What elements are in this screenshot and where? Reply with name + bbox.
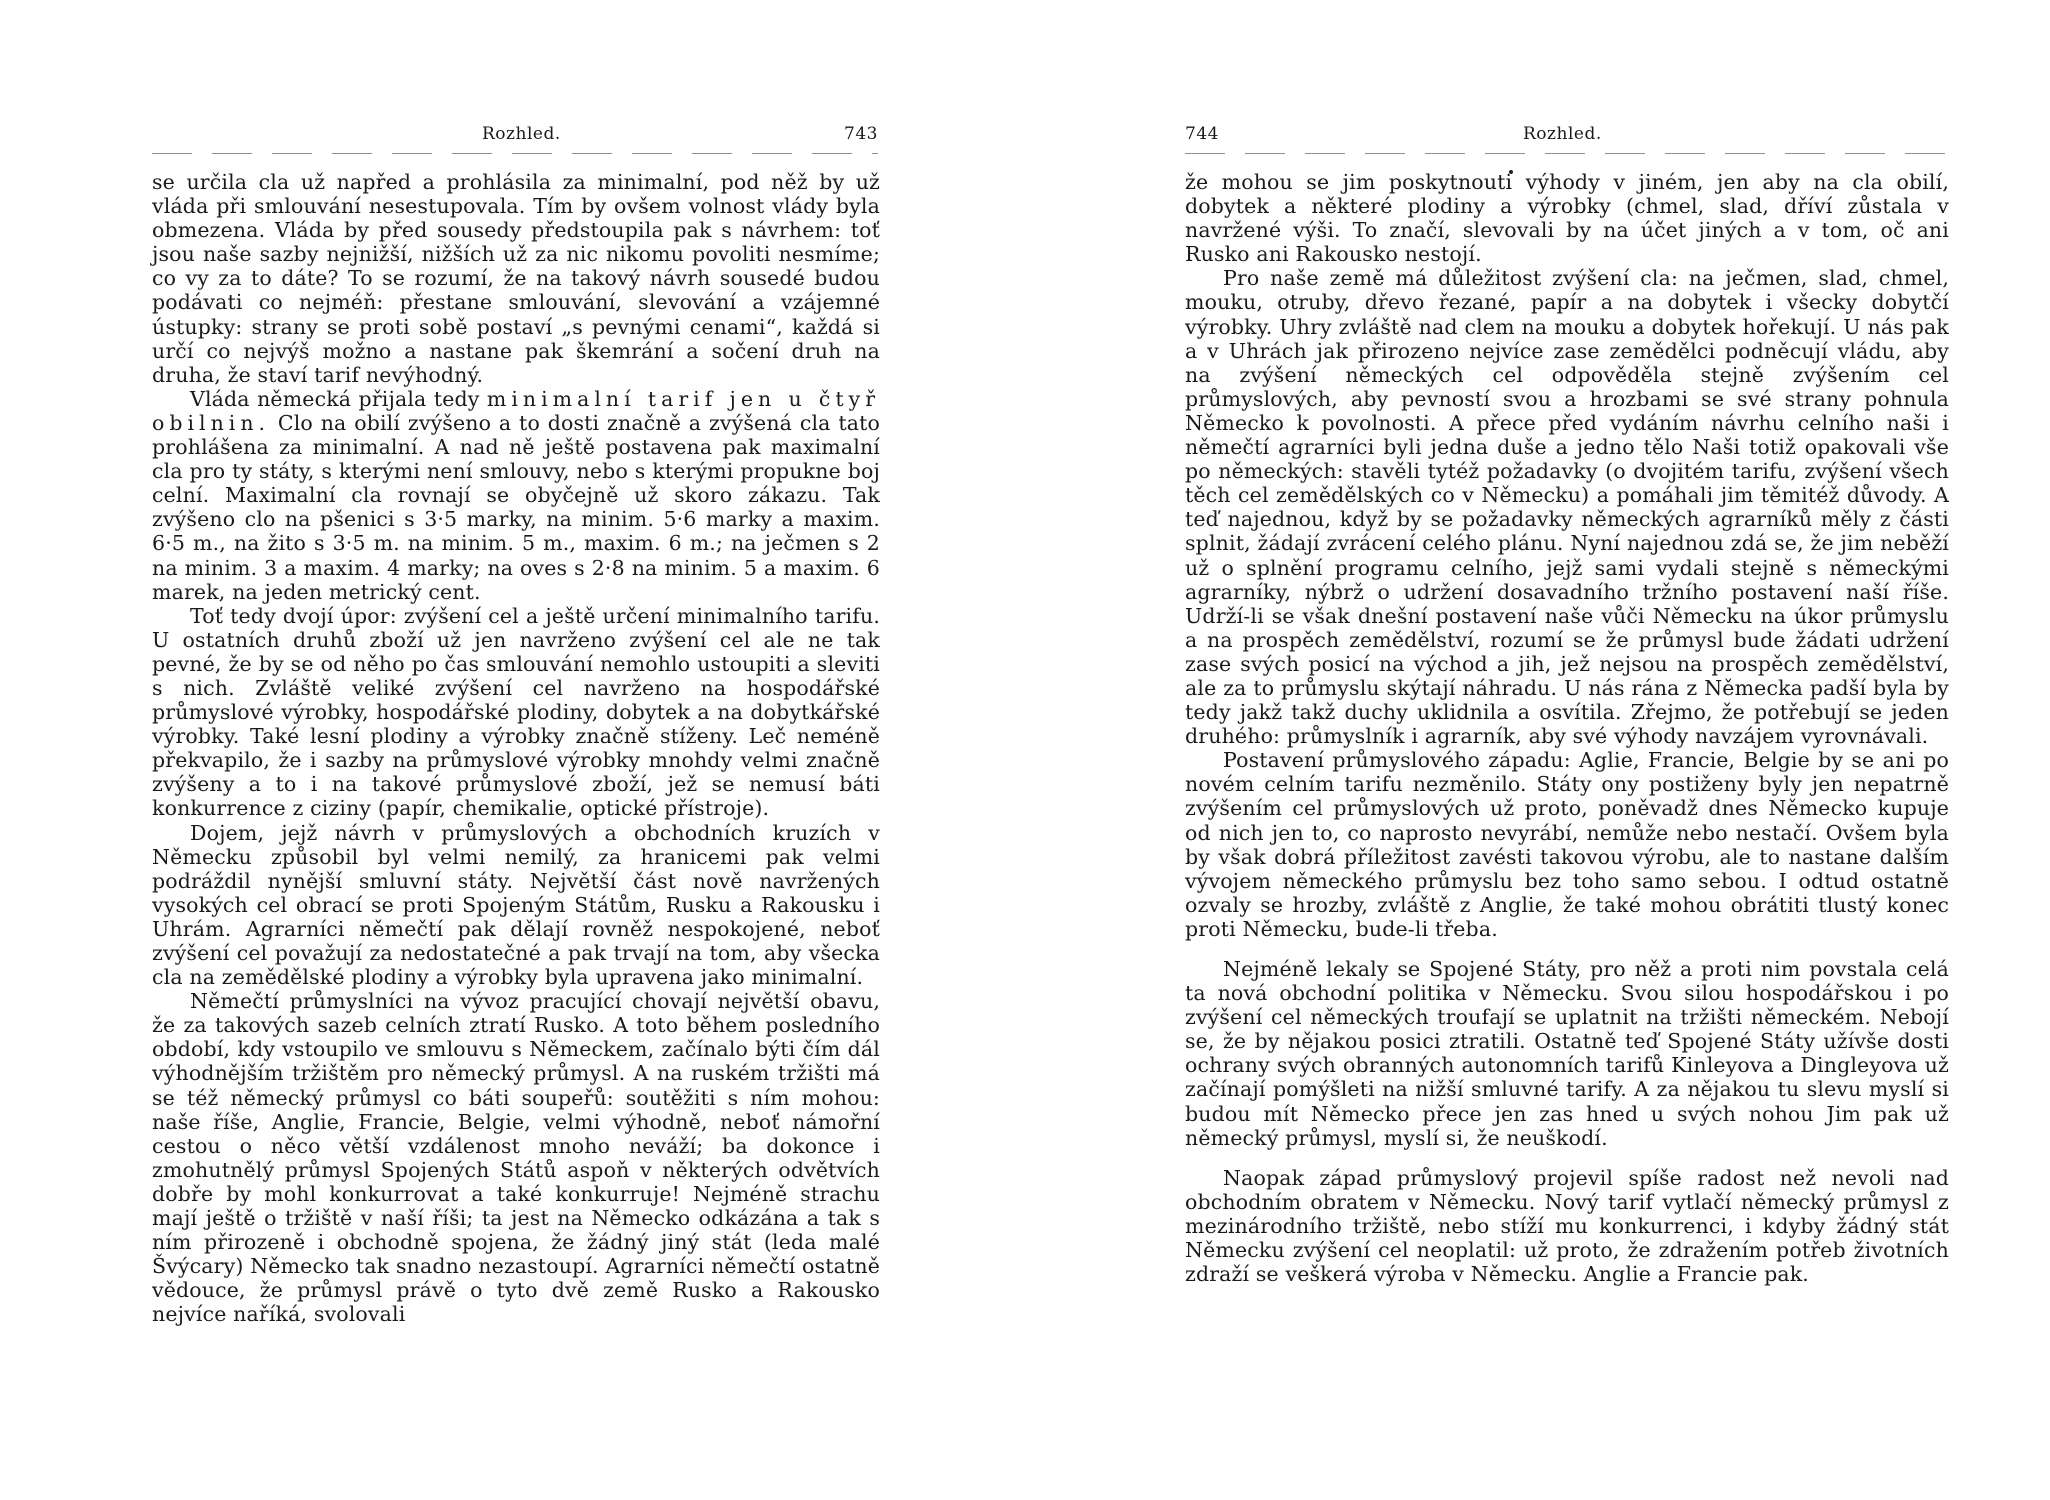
paragraph-lead: Vláda německá přijala tedy — [190, 386, 480, 411]
paragraph: Toť tedy dvojí úpor: zvýšení cel a ještě určení minimalního tarifu. U ostatních druhů zboží už jen navrženo zvýšení cel ale ne tak pevné, že by se od něho po čas smlouvání nemohlo ustoupiti a sleviti s nich. Zvláště veliké zvýšení cel navrženo na hospodářské průmyslové výrobky, hospodářské plodiny, dobytek a na dobytkářské výrobky. Také lesní plodiny a výrobky značně stíženy. Leč neméně překvapilo, že i sazby na průmyslové výrobky mnohdy velmi značně zvýšeny a to i na takové průmyslové zboží, jež se nemusí báti konkurrence z ciziny (papír, chemikalie, optické přístroje). — [152, 603, 880, 821]
header-rule — [152, 153, 878, 154]
right-page — [1025, 0, 2050, 1500]
paragraph-rest: Clo na obilí zvýšeno a to dosti značně a zvýšená cla tato prohlášena za minimalní. A nad ně ještě postavena pak maximalní cla pro ty státy, s kterými není smlouvy, nebo s kterými propukne boj celní. Maximalní cla rovnají se obyčejně už skoro zákazu. Tak zvýšeno clo na pšenici s 3·5 marky, na minim. 5·6 marky a maxim. 6·5 m., na žito s 3·5 m. na minim. 5 m., maxim. 6 m.; na ječmen s 2 na minim. 3 a maxim. 4 marky; na oves s 2·8 na minim. 5 a maxim. 6 marek, na jeden metrický cent. — [152, 410, 880, 604]
paragraph: Dojem, jejž návrh v průmyslových a obchodních kruzích v Německu způsobil byl velmi nemilý, za hranicemi pak velmi podráždil nynější smluvní státy. Největší část nově navržených vysokých cel obrací se proti Spojeným Státům, Rusku a Rakousku i Uhrám. Agrarníci němečtí pak dělají rovněž nespokojené, neboť zvýšení cel považují za nedostatečné a pak trvají na tom, aby všecka cla na zemědělské plodiny a výrobky byla upravena jako minimalní. — [152, 820, 880, 990]
header-rule — [1185, 153, 1947, 154]
right-page-header — [1185, 124, 1947, 154]
paragraph: Postavení průmyslového západu: Aglie, Francie, Belgie by se ani po novém celním tarifu nezměnilo. Státy ony postiženy byly jen nepatrně zvýšením cel průmyslových už proto, poněvadž dnes Německo kupuje od nich jen to, co naprosto nevyrábí, nemůže nebo nestačí. Ovšem byla by však dobrá příležitost zavésti takovou výrobu, ale to nastane dalším vývojem německého průmyslu bez toho samo sebou. I odtud ostatně ozvaly se hrozby, zvláště z Anglie, že také mohou obrátiti tlustý konec proti Německu, bude-li třeba. — [1185, 748, 1949, 941]
left-page-body — [152, 170, 880, 1327]
paragraph: že mohou se jim poskytnouti výhody v jiném, jen aby na cla obilí, dobytek a některé plodiny a výrobky (chmel, slad, dříví zůstala v navržené výši. To značí, slevovali by na účet jiných a v tom, oč ani Rusko ani Rakousko nestojí. — [1185, 170, 1949, 267]
left-page-header — [152, 124, 878, 154]
paragraph: se určila cla už napřed a prohlásila za minimalní, pod něž by už vláda při smlouvání nesestupovala. Tím by ovšem volnost vlády byla obmezena. Vláda by před sousedy předstoupila pak s návrhem: toť jsou naše sazby nejnižší, nižších už za nic nikomu povoliti nesmíme; co vy za to dáte? To se rozumí, že na takový návrh sousedé budou podávati co nejméň: přestane smlouvání, slevování a vzájemné ústupky: strany se proti sobě postaví „s pevnými cenami“, každá si určí co nejvýš možno a nastane pak škemrání a sočení druh na druha, že staví tarif nevýhodný. — [152, 170, 880, 387]
paragraph: Pro naše země má důležitost zvýšení cla: na ječmen, slad, chmel, mouku, otruby, dřevo řezané, papír a na dobytek i všecky dobytčí výrobky. Uhry zvláště nad clem na mouku a dobytek hořekují. U nás pak a v Uhrách jak přirozeno nejvíce zase zemědělci podněcují vládu, aby na zvýšení německých cel odpověděla stejně zvýšením cel průmyslových, aby pevností svou a hrozbami se své strany pohnula Německo k povolnosti. A přece před vydáním návrhu celního naši i němečtí agrarníci byli jedna duše a jedno tělo Naši totiž opakovali vše po německých: stavěli tytéž požadavky (o dvojitém tarifu, zvýšení všech těch cel zemědělských co v Německu) a pomáhali jim těmitéž důvody. A teď najednou, když by se požadavky německých agrarníků měly z části splnit, žádají zvrácení celého plánu. Nyní najednou zdá se, že jim neběží už o splnění programu celního, jejž sami vydali stejně s německými agrarníky, nýbrž o udržení dosavadního tržního postavení naší říše. Udrží-li se však dnešní postavení naše vůči Německu na úkor průmyslu a na prospěch zemědělství, rozumí se že průmysl bude žádati udržení zase svých posicí na východ a jih, jež nejsou na prospěch zemědělství, ale za to průmyslu skýtají náhradu. U nás rána z Německa padší byla by tedy jakž takž duchy uklidnila a osvítila. Zřejmo, že potřebují se jeden druhého: průmyslník i agrarník, aby své výhody navzájem vyrovnávali. — [1185, 266, 1949, 749]
paragraph: Němečtí průmyslníci na vývoz pracující chovají největší obavu, že za takových sazeb celních ztratí Rusko. A toto během posledního období, kdy vstoupilo ve smlouvu s Německem, začínalo býti čím dál výhodnějším tržištěm pro německý průmysl. A na ruském tržišti má se též německý průmysl co báti soupeřů: soutěžiti s ním mohou: naše říše, Anglie, Francie, Belgie, velmi výhodně, neboť námořní cestou o něco větší vzdálenost mnoho neváží; ba dokonce i zmohutnělý průmysl Spojených Států aspoň v některých odvětvích dobře by mohl konkurrovat a také konkurruje! Nejméně strachu mají ještě o tržiště v naší říši; ta jest na Německo odkázána a tak s ním přirozeně i obchodně spojena, že žádný jiný stát (leda malé Švýcary) Německo tak snadno nezastoupí. Agrarníci němečtí ostatně vědouce, že průmysl právě o tyto dvě země Rusko a Rakousko nejvíce naříká, svolovali — [152, 989, 880, 1327]
paragraph — [152, 387, 880, 604]
page-number: 743 — [844, 124, 878, 144]
page-number: 744 — [1185, 124, 1219, 144]
emphasis-text: minimalní tarif jen u čtyř obilnin. — [152, 386, 880, 435]
paragraph: Nejméně lekaly se Spojené Státy, pro něž a proti nim povstala celá ta nová obchodní politika v Německu. Svou silou hospodářskou i po zvýšení cel německých troufají se uplatnit na tržišti německém. Nebojí se, že by nějakou posici ztratili. Ostatně teď Spojené Státy užívše dosti ochrany svých obranných autonomních tarifů Kinleyova a Dingleyova už začínají pomýšleti na nižší smluvné tarify. A za nějakou tu slevu myslí si budou mít Německo přece jen zas hned u svých nohou Jim pak už německý průmysl, myslí si, že neuškodí. — [1185, 957, 1949, 1150]
running-title: Rozhled. — [482, 124, 561, 144]
right-page-body — [1185, 170, 1949, 1286]
paragraph: Naopak západ průmyslový projevil spíše radost než nevoli nad obchodním obratem v Německu. Nový tarif vytlačí německý průmysl z mezinárodního tržiště, nebo stíží mu konkurrenci, i kdyby žádný stát Německu zvýšení cel neoplatil: už proto, že zdražením potřeb životních zdraží se veškerá výroba v Německu. Anglie a Francie pak. — [1185, 1165, 1949, 1287]
running-title: Rozhled. — [1523, 124, 1602, 144]
